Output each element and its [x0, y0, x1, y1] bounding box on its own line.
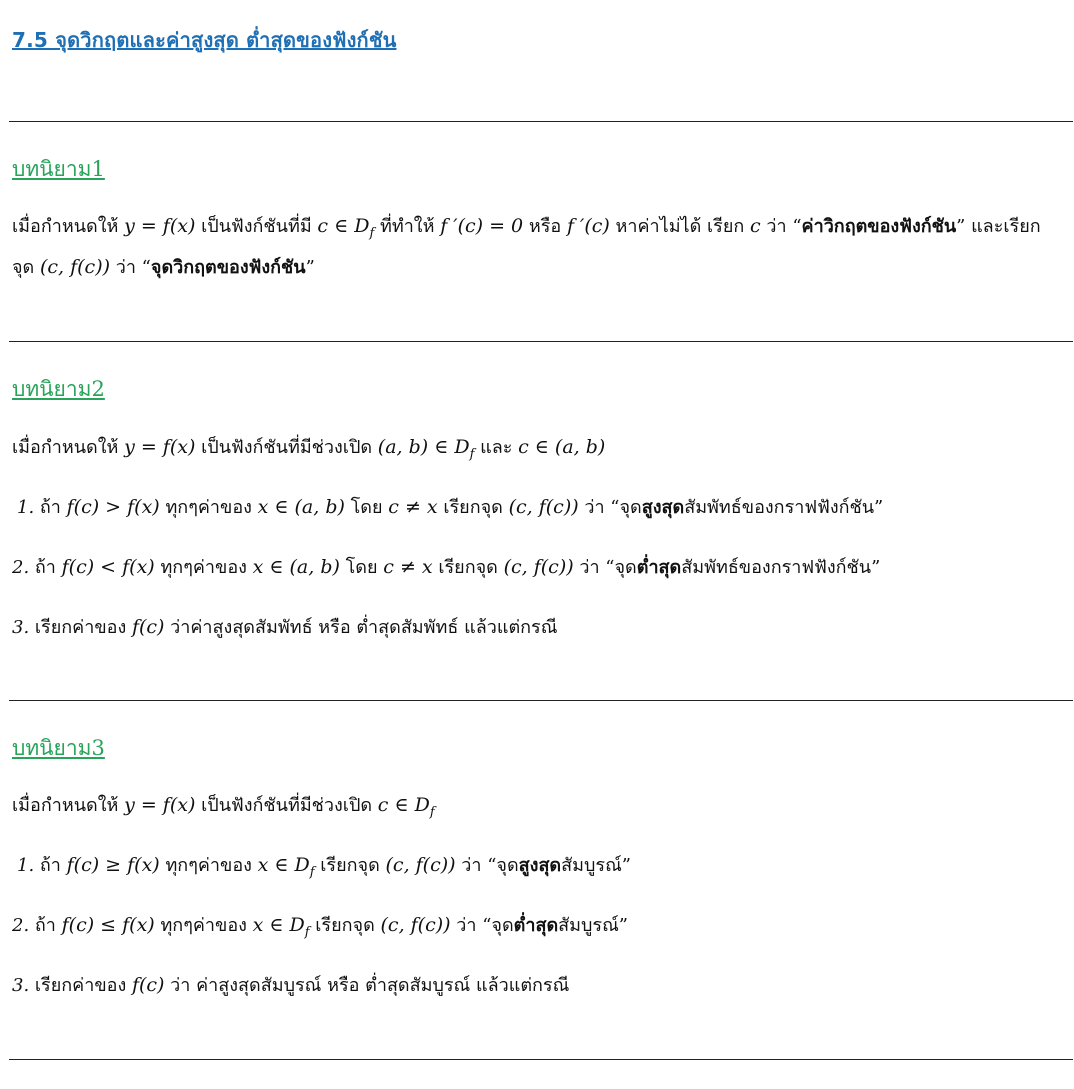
math-expression: c ≠ x	[388, 496, 438, 518]
math-expression: y = f(x)	[124, 436, 196, 458]
text: เรียกจุด	[437, 497, 509, 518]
text: เรียกค่าของ	[29, 975, 132, 996]
math-expression: f(c) < f(x)	[61, 556, 155, 578]
definition-3-heading: บทนิยาม3	[12, 736, 105, 760]
math-expression: (c, f(c))	[380, 914, 451, 936]
text: ถ้า	[29, 557, 62, 578]
section-title: 7.5 จุดวิกฤตและค่าสูงสุด ต่ำสุดของฟังก์ชัน	[12, 28, 397, 52]
math-expression: y = f(x)	[124, 794, 196, 816]
text: ทุกๆค่าของ	[159, 855, 258, 876]
bold-term: สูงสุด	[518, 855, 562, 876]
bold-term: สูงสุด	[641, 497, 685, 518]
text: หาค่าไม่ได้ เรียก	[609, 216, 751, 237]
bold-term: ต่ำสุด	[636, 557, 682, 578]
text: ”	[305, 257, 315, 278]
text: ทุกๆค่าของ	[154, 915, 253, 936]
text: ว่า “	[760, 216, 802, 237]
text: จุด	[12, 257, 40, 278]
divider-3	[9, 700, 1073, 701]
text: ว่า “	[110, 257, 151, 278]
math-expression: x ∈ (a, b)	[257, 496, 345, 518]
definition-3-item-3	[12, 972, 569, 999]
definition-3-intro	[12, 792, 435, 826]
math-expression: f ′(c) = 0	[440, 215, 524, 237]
text: ที่ทำให้	[374, 216, 441, 237]
text: ว่า “จุด	[455, 855, 519, 876]
text: เมื่อกำหนดให้	[12, 216, 125, 237]
math-expression: x ∈ D	[252, 914, 305, 936]
math-subscript: f	[469, 447, 475, 462]
definition-1-line-1	[12, 213, 1041, 247]
item-number: 2.	[12, 557, 30, 578]
text: โดย	[339, 557, 384, 578]
text: ว่า “จุด	[573, 557, 637, 578]
text: ถ้า	[34, 855, 67, 876]
math-expression: (c, f(c))	[503, 556, 574, 578]
definition-2-heading: บทนิยาม2	[12, 377, 105, 401]
text: ว่า “จุด	[578, 497, 642, 518]
math-expression: f(c) ≤ f(x)	[61, 914, 155, 936]
math-expression: (a, b) ∈ D	[377, 436, 470, 458]
text: ว่าค่าสูงสุดสัมพัทธ์ หรือ ต่ำสุดสัมพัทธ์ แล้วแต่กรณี	[164, 617, 558, 638]
math-expression: f ′(c)	[566, 215, 610, 237]
math-expression: f(c) ≥ f(x)	[66, 854, 160, 876]
definition-2-intro	[12, 434, 605, 468]
text: สัมบูรณ์”	[561, 855, 631, 876]
math-subscript: f	[369, 226, 375, 241]
text: สัมพัทธ์ของกราฟฟังก์ชัน”	[684, 497, 884, 518]
math-expression: (c, f(c))	[385, 854, 456, 876]
math-subscript: f	[309, 865, 315, 880]
math-expression: f(c)	[131, 974, 165, 996]
math-expression: f(c) > f(x)	[66, 496, 160, 518]
text: หรือ	[523, 216, 567, 237]
text: ” และเรียก	[956, 216, 1041, 237]
text: เรียกค่าของ	[29, 617, 132, 638]
divider-1	[9, 121, 1073, 122]
text: เมื่อกำหนดให้	[12, 795, 125, 816]
definition-3-item-1	[17, 852, 631, 886]
math-expression: y = f(x)	[124, 215, 196, 237]
math-expression: x ∈ (a, b)	[252, 556, 340, 578]
math-subscript: f	[429, 805, 435, 820]
math-expression: (c, f(c))	[39, 256, 111, 278]
text: เรียกจุด	[432, 557, 504, 578]
divider-4	[9, 1059, 1073, 1060]
text: โดย	[344, 497, 389, 518]
text: ทุกๆค่าของ	[154, 557, 253, 578]
math-expression: c ∈ D	[317, 215, 370, 237]
text: เรียกจุด	[314, 855, 386, 876]
text: เมื่อกำหนดให้	[12, 437, 125, 458]
text: สัมบูรณ์”	[558, 915, 629, 936]
definition-1-heading: บทนิยาม1	[12, 157, 105, 181]
item-number: 1.	[17, 497, 35, 518]
text: เรียกจุด	[309, 915, 381, 936]
text: สัมพัทธ์ของกราฟฟังก์ชัน”	[681, 557, 881, 578]
text: ถ้า	[34, 497, 67, 518]
math-expression: f(c)	[131, 616, 165, 638]
definition-2-item-1	[17, 494, 883, 521]
math-expression: c ≠ x	[383, 556, 433, 578]
bold-term: ต่ำสุด	[513, 915, 559, 936]
text: เป็นฟังก์ชันที่มี	[195, 216, 318, 237]
math-expression: (c, f(c))	[508, 496, 579, 518]
math-expression: c ∈ D	[377, 794, 430, 816]
divider-2	[9, 341, 1073, 342]
definition-1-line-2	[12, 254, 315, 281]
math-expression: c	[750, 215, 761, 237]
item-number: 2.	[12, 915, 30, 936]
bold-term: จุดวิกฤตของฟังก์ชัน	[150, 257, 306, 278]
text: และ	[474, 437, 519, 458]
math-expression: x ∈ D	[257, 854, 310, 876]
item-number: 1.	[17, 855, 35, 876]
text: เป็นฟังก์ชันที่มีช่วงเปิด	[195, 795, 378, 816]
text: เป็นฟังก์ชันที่มีช่วงเปิด	[195, 437, 378, 458]
text: ว่า ค่าสูงสุดสัมบูรณ์ หรือ ต่ำสุดสัมบูรณ์ แล้วแต่กรณี	[164, 975, 570, 996]
definition-3-item-2	[12, 912, 628, 946]
item-number: 3.	[12, 975, 30, 996]
item-number: 3.	[12, 617, 30, 638]
text: ว่า “จุด	[450, 915, 514, 936]
text: ถ้า	[29, 915, 62, 936]
definition-2-item-3	[12, 614, 557, 641]
math-expression: c ∈ (a, b)	[518, 436, 606, 458]
text: ทุกๆค่าของ	[159, 497, 258, 518]
bold-term: ค่าวิกฤตของฟังก์ชัน	[801, 216, 957, 237]
definition-2-item-2	[12, 554, 880, 581]
math-subscript: f	[304, 925, 310, 940]
